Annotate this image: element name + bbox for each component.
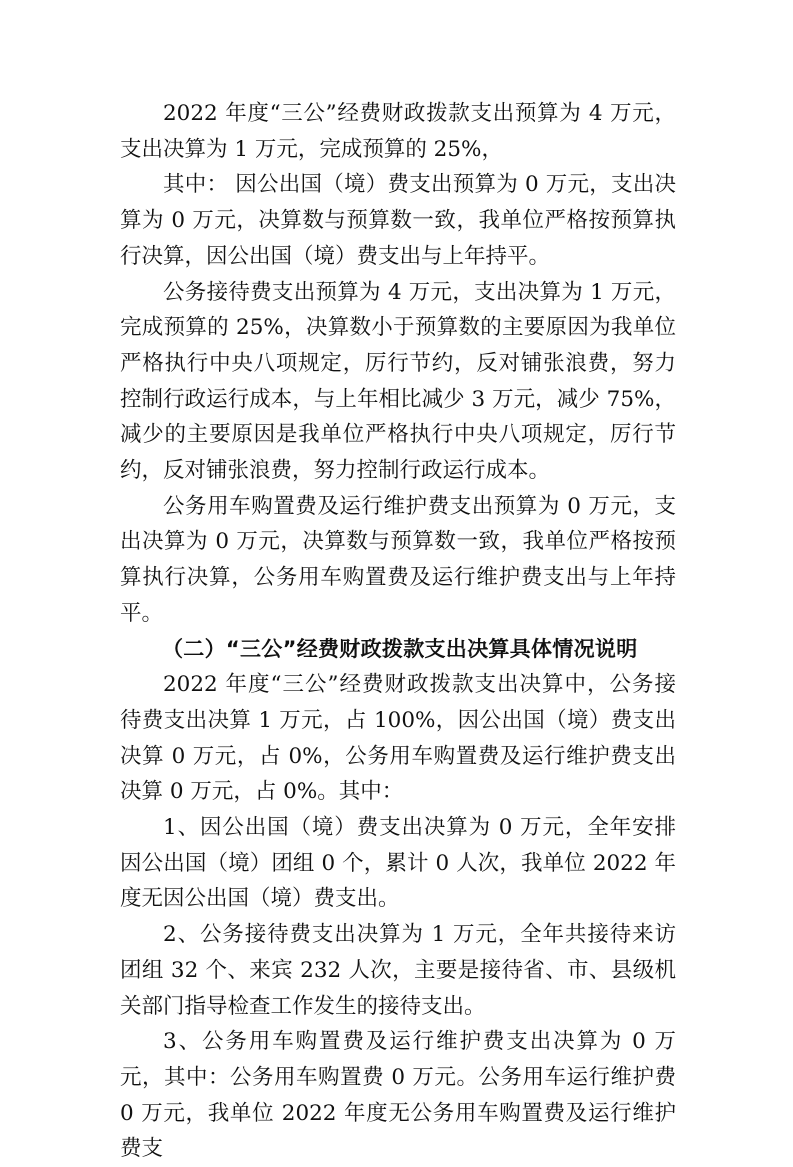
paragraph-reception: 公务接待费支出预算为 4 万元，支出决算为 1 万元，完成预算的 25%，决算数小于预算数的主要原因为我单位严格执行中央八项规定，厉行节约，反对铺张浪费，努力控制行政运行成本，与上年相比减少 3 万元，减少 75%，减少的主要原因是我单位严格执行中央八项规定，厉行节约，反对铺张浪费，努力控制行政运行成本。	[120, 279, 676, 484]
paragraph-item-1: 1、因公出国（境）费支出决算为 0 万元，全年安排因公出国（境）团组 0 个，累计 0 人次，我单位 2022 年度无因公出国（境）费支出。	[120, 815, 676, 912]
paragraph-item-2: 2、公务接待费支出决算为 1 万元，全年共接待来访团组 32 个、来宾 232 人次，主要是接待省、市、县级机关部门指导检查工作发生的接待支出。	[120, 922, 676, 1019]
paragraph-overseas-travel: 其中： 因公出国（境）费支出预算为 0 万元，支出决算为 0 万元，决算数与预算数一致，我单位严格按预算执行决算，因公出国（境）费支出与上年持平。	[120, 172, 676, 269]
paragraph-budget-summary: 2022 年度“三公”经费财政拨款支出预算为 4 万元，支出决算为 1 万元，完成预算的 25%，	[120, 101, 676, 162]
paragraph-final-accounts: 2022 年度“三公”经费财政拨款支出决算中，公务接待费支出决算 1 万元，占 100%，因公出国（境）费支出决算 0 万元，占 0%，公务用车购置费及运行维护费支出决算 0 万元，占 0%。其中：	[120, 672, 676, 805]
paragraph-vehicles: 公务用车购置费及运行维护费支出预算为 0 万元，支出决算为 0 万元，决算数与预算数一致，我单位严格按预算执行决算，公务用车购置费及运行维护费支出与上年持平。	[120, 493, 676, 626]
document-body	[120, 96, 676, 1167]
section-heading: （二）“三公”经费财政拨款支出决算具体情况说明	[162, 636, 638, 661]
paragraph-item-3: 3、公务用车购置费及运行维护费支出决算为 0 万元，其中：公务用车购置费 0 万元。公务用车运行维护费 0 万元，我单位 2022 年度无公务用车购置费及运行维护费支	[120, 1029, 676, 1162]
